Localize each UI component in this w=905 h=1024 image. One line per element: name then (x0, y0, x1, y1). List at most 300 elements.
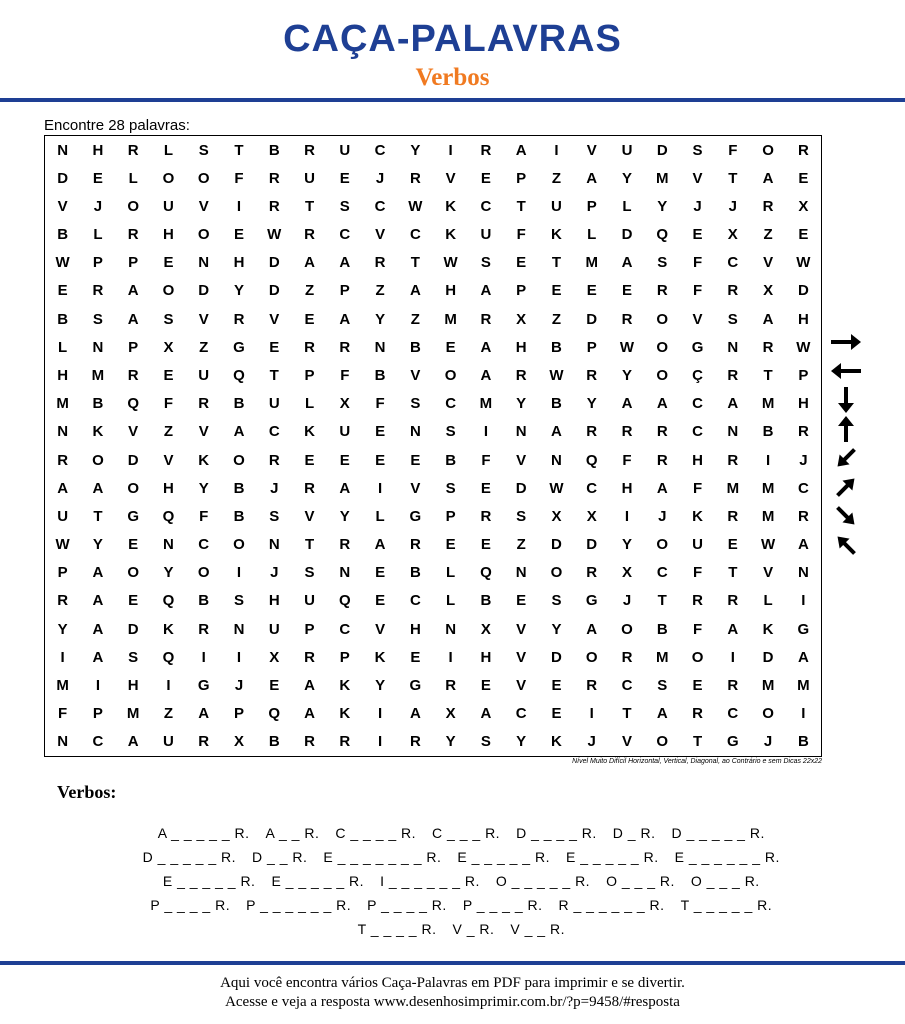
grid-letter: A (551, 423, 562, 441)
grid-letter: Y (375, 677, 386, 695)
grid-letter: H (797, 395, 809, 413)
grid-letter: Y (621, 536, 632, 554)
grid-letter: C (92, 733, 104, 751)
grid-letter: R (233, 310, 245, 328)
grid-letter: E (480, 677, 491, 695)
grid-letter: E (516, 592, 527, 610)
clue: E _ _ _ _ _ _ R. (674, 849, 780, 865)
grid-letter: S (304, 564, 315, 582)
grid-letter: A (656, 395, 668, 413)
grid-letter: N (198, 254, 210, 272)
grid-letter: Y (57, 620, 68, 638)
grid-letter: X (269, 648, 280, 666)
grid-letter: P (92, 705, 103, 723)
grid-letter: A (656, 479, 668, 497)
grid-letter: O (444, 367, 457, 385)
grid-letter: C (515, 705, 527, 723)
clue: T _ _ _ _ _ R. (680, 897, 773, 913)
grid-letter: E (339, 169, 350, 187)
grid-letter: S (480, 254, 491, 272)
grid-letter: M (761, 479, 775, 497)
grid-letter: B (409, 338, 421, 356)
grid-letter: I (95, 677, 100, 695)
grid-letter: O (762, 705, 774, 723)
grid-letter: R (621, 310, 633, 328)
grid-letter: N (409, 423, 421, 441)
grid-letter: B (480, 592, 492, 610)
grid-letter: I (60, 648, 65, 666)
grid-letter: R (445, 677, 457, 695)
grid-letter: A (480, 705, 492, 723)
grid-letter: R (57, 592, 69, 610)
grid-letter: R (586, 423, 598, 441)
grid-letter: U (268, 395, 280, 413)
grid-letter: A (586, 620, 598, 638)
clue: C _ _ _ _ R. (335, 825, 417, 841)
direction-legend (826, 327, 866, 559)
grid-letter: V (621, 733, 632, 751)
grid-letter: R (586, 564, 598, 582)
grid-letter: B (409, 564, 421, 582)
grid-letter: T (728, 564, 738, 582)
grid-letter: N (92, 338, 104, 356)
grid-letter: D (127, 451, 139, 469)
grid-letter: N (727, 338, 739, 356)
grid-letter: I (236, 197, 242, 215)
grid-letter: Z (163, 423, 174, 441)
grid-letter: I (378, 479, 383, 497)
grid-letter: B (198, 592, 210, 610)
grid-letter: M (761, 677, 775, 695)
grid-letter: I (801, 705, 806, 723)
grid-letter: D (656, 141, 668, 159)
grid-letter: R (304, 141, 315, 159)
grid-letter: E (375, 564, 386, 582)
grid-letter: C (586, 479, 598, 497)
grid-letter: V (198, 423, 209, 441)
grid-letter: C (727, 705, 739, 723)
grid-letter: J (93, 197, 103, 215)
instruction-text: Encontre 28 palavras: (44, 117, 190, 134)
grid-letter: R (198, 733, 210, 751)
grid-letter: A (127, 282, 139, 300)
page-title: CAÇA-PALAVRAS (283, 18, 622, 60)
clue: D _ _ R. (252, 849, 308, 865)
grid-letter: M (56, 395, 69, 413)
clue: E _ _ _ _ _ R. (565, 849, 659, 865)
grid-letter: U (339, 423, 351, 441)
grid-letter: D (551, 648, 562, 666)
grid-letter: P (128, 254, 139, 272)
grid-letter: V (163, 451, 174, 469)
grid-letter: B (762, 423, 774, 441)
grid-letter: A (480, 367, 492, 385)
grid-letter: V (198, 310, 209, 328)
grid-letter: U (163, 733, 174, 751)
clue: E _ _ _ _ _ R. (162, 873, 256, 889)
grid-letter: Y (621, 367, 632, 385)
grid-letter: E (621, 282, 632, 300)
grid-letter: A (339, 310, 351, 328)
grid-letter: P (516, 169, 527, 187)
grid-letter: O (656, 536, 669, 554)
grid-letter: E (551, 677, 562, 695)
grid-letter: A (92, 564, 104, 582)
clue: O _ _ _ R. (606, 873, 675, 889)
grid-letter: E (445, 536, 456, 554)
grid-letter: A (797, 536, 809, 554)
grid-letter: H (233, 254, 245, 272)
grid-letter: P (92, 254, 103, 272)
grid-letter: I (448, 141, 453, 159)
grid-letter: Q (162, 507, 175, 525)
grid-letter: R (621, 423, 633, 441)
grid-letter: N (268, 536, 280, 554)
grid-letter: J (799, 451, 808, 469)
grid-letter: S (445, 423, 456, 441)
clue: D _ _ _ _ R. (516, 825, 597, 841)
arrow-down-icon (826, 385, 866, 414)
grid-letter: W (408, 197, 423, 215)
grid-letter: P (57, 564, 68, 582)
grid-letter: H (515, 338, 527, 356)
grid-letter: P (516, 282, 527, 300)
grid-letter: W (267, 226, 282, 244)
grid-letter: E (163, 254, 174, 272)
grid-letter: U (163, 197, 174, 215)
grid-letter: R (339, 338, 351, 356)
grid-letter: C (339, 620, 351, 638)
grid-letter: S (233, 592, 244, 610)
grid-letter: B (797, 733, 809, 751)
grid-letter: H (268, 592, 280, 610)
grid-letter: T (516, 197, 526, 215)
grid-letter: R (304, 226, 315, 244)
grid-letter: F (692, 564, 703, 582)
grid-letter: F (692, 620, 703, 638)
grid-letter: I (730, 648, 735, 666)
grid-letter: Z (199, 338, 209, 356)
grid-letter: C (621, 677, 633, 695)
grid-letter: C (656, 564, 668, 582)
grid-letter: A (762, 169, 774, 187)
grid-letter: J (234, 677, 244, 695)
clue-line (0, 809, 905, 841)
grid-letter: R (198, 620, 210, 638)
grid-letter: B (268, 141, 280, 159)
grid-letter: F (199, 507, 209, 525)
grid-letter: O (197, 226, 210, 244)
grid-letter: R (797, 507, 809, 525)
grid-letter: K (198, 451, 210, 469)
clue: P _ _ _ _ R. (367, 897, 447, 913)
grid-letter: D (586, 536, 598, 554)
grid-letter: O (656, 733, 669, 751)
grid-letter: F (692, 282, 703, 300)
grid-letter: C (797, 479, 809, 497)
grid-letter: Y (198, 479, 209, 497)
grid-letter: G (585, 592, 598, 610)
grid-letter: E (375, 592, 386, 610)
arrow-up-right-icon (826, 530, 866, 559)
grid-letter: S (269, 507, 280, 525)
grid-letter: P (233, 705, 244, 723)
grid-letter: M (726, 479, 740, 497)
grid-letter: F (692, 254, 703, 272)
grid-letter: K (92, 423, 104, 441)
grid-letter: A (586, 169, 598, 187)
grid-letter: M (761, 507, 775, 525)
grid-letter: R (304, 479, 315, 497)
grid-letter: L (446, 592, 456, 610)
clue: V _ _ R. (510, 921, 565, 937)
grid-letter: Q (127, 395, 139, 413)
grid-letter: N (57, 733, 69, 751)
grid-letter: R (268, 169, 280, 187)
arrow-up-icon (826, 414, 866, 443)
grid-letter: Z (375, 282, 385, 300)
grid-letter: C (409, 226, 421, 244)
grid-letter: P (339, 648, 350, 666)
grid-letter: X (763, 282, 774, 300)
grid-letter: Z (304, 282, 315, 300)
grid-letter: O (621, 620, 633, 638)
grid-letter: C (692, 423, 703, 441)
grid-letter: G (691, 338, 704, 356)
grid-letter: Y (92, 536, 103, 554)
grid-letter: K (445, 197, 457, 215)
grid-letter: F (58, 705, 68, 723)
grid-letter: A (339, 479, 351, 497)
grid-letter: R (57, 451, 69, 469)
grid-letter: A (92, 592, 104, 610)
grid-letter: D (57, 169, 69, 187)
grid-letter: I (201, 648, 206, 666)
grid-letter: Y (163, 564, 174, 582)
grid-letter: V (763, 564, 774, 582)
grid-letter: X (586, 507, 597, 525)
bottom-divider (0, 961, 905, 965)
grid-letter: E (586, 282, 597, 300)
grid-letter: B (57, 310, 69, 328)
grid-letter: N (515, 564, 527, 582)
grid-letter: E (410, 648, 421, 666)
grid-letter: D (198, 282, 210, 300)
grid-letter: V (692, 169, 703, 187)
grid-letter: D (268, 254, 280, 272)
grid-letter: S (727, 310, 738, 328)
grid-letter: A (797, 648, 809, 666)
grid-letter: R (727, 282, 739, 300)
grid-letter: K (551, 226, 562, 244)
grid-letter: E (304, 310, 315, 328)
grid-letter: U (339, 141, 351, 159)
grid-letter: H (163, 226, 174, 244)
grid-letter: B (92, 395, 104, 413)
grid-letter: Z (516, 536, 526, 554)
grid-letter: C (198, 536, 210, 554)
grid-letter: E (304, 451, 315, 469)
grid-letter: A (304, 254, 315, 272)
grid-letter: H (692, 451, 703, 469)
clue: P _ _ _ _ R. (150, 897, 231, 913)
grid-letter: O (197, 169, 210, 187)
grid-letter: V (128, 423, 139, 441)
grid-letter: R (621, 648, 633, 666)
grid-letter: R (692, 592, 703, 610)
grid-letter: Q (268, 705, 281, 723)
grid-letter: H (92, 141, 104, 159)
grid-letter: G (127, 507, 139, 525)
grid-letter: O (585, 648, 598, 666)
grid-letter: T (269, 367, 279, 385)
grid-letter: R (727, 507, 739, 525)
grid-letter: I (801, 592, 806, 610)
grid-letter: I (236, 564, 242, 582)
clue: P _ _ _ _ _ _ R. (246, 897, 352, 913)
grid-letter: X (551, 507, 562, 525)
grid-letter: R (656, 451, 668, 469)
grid-letter: K (163, 620, 174, 638)
grid-letter: W (796, 254, 811, 272)
grid-letter: U (480, 226, 492, 244)
grid-letter: L (58, 338, 68, 356)
clue-list (0, 809, 905, 937)
grid-letter: Q (656, 226, 669, 244)
grid-letter: A (233, 423, 245, 441)
grid-letter: F (728, 141, 738, 159)
grid-letter: M (479, 395, 493, 413)
grid-letter: E (480, 479, 491, 497)
grid-letter: H (621, 479, 633, 497)
grid-letter: G (197, 677, 210, 695)
grid-letter: Q (338, 592, 351, 610)
grid-letter: V (763, 254, 774, 272)
grid-letter: C (445, 395, 457, 413)
clue: P _ _ _ _ R. (462, 897, 543, 913)
grid-letter: H (163, 479, 174, 497)
grid-letter: O (162, 282, 175, 300)
grid-letter: V (410, 479, 421, 497)
grid-letter: G (409, 677, 422, 695)
grid-letter: A (409, 705, 421, 723)
grid-letter: B (233, 395, 245, 413)
grid-letter: N (374, 338, 386, 356)
grid-letter: B (57, 226, 69, 244)
grid-letter: D (551, 536, 562, 554)
grid-letter: E (551, 282, 562, 300)
grid-letter: Y (410, 141, 421, 159)
grid-letter: R (727, 592, 739, 610)
clue: C _ _ _ R. (432, 825, 501, 841)
grid-letter: B (656, 620, 668, 638)
grid-letter: F (481, 451, 491, 469)
grid-letter: I (766, 451, 771, 469)
top-divider (0, 98, 905, 102)
grid-letter: W (55, 536, 70, 554)
grid-letter: W (761, 536, 776, 554)
grid-letter: J (728, 197, 737, 215)
grid-letter: L (128, 169, 138, 187)
grid-letter: F (163, 395, 174, 413)
grid-letter: D (515, 479, 527, 497)
grid-letter: D (621, 226, 633, 244)
grid-letter: R (515, 367, 527, 385)
grid-letter: I (554, 141, 559, 159)
arrow-down-left-icon (826, 501, 866, 530)
grid-letter: C (339, 226, 351, 244)
grid-letter: E (375, 423, 386, 441)
grid-letter: E (233, 226, 244, 244)
grid-letter: Y (551, 620, 562, 638)
grid-letter: S (657, 254, 668, 272)
grid-letter: M (761, 395, 775, 413)
grid-letter: X (163, 338, 174, 356)
grid-letter: A (92, 648, 104, 666)
grid-letter: E (375, 451, 386, 469)
grid-letter: M (91, 367, 105, 385)
grid-letter: D (797, 282, 809, 300)
grid-letter: V (516, 451, 527, 469)
grid-letter: X (233, 733, 244, 751)
grid-letter: R (656, 423, 668, 441)
grid-letter: S (657, 677, 668, 695)
grid-letter: V (516, 677, 527, 695)
grid-letter: Z (551, 169, 562, 187)
grid-letter: R (268, 451, 280, 469)
grid-letter: P (798, 367, 809, 385)
grid-letter: E (798, 226, 809, 244)
grid-letter: B (233, 507, 245, 525)
grid-letter: C (374, 197, 386, 215)
grid-letter: Q (480, 564, 492, 582)
grid-letter: E (269, 338, 280, 356)
grid-letter: X (727, 226, 738, 244)
grid-letter: M (585, 254, 598, 272)
grid-letter: M (444, 310, 457, 328)
grid-letter: L (622, 197, 632, 215)
grid-letter: E (339, 451, 350, 469)
grid-letter: R (480, 310, 492, 328)
grid-letter: E (516, 254, 527, 272)
grid-letter: T (234, 141, 244, 159)
grid-letter: B (268, 733, 280, 751)
grid-letter: S (163, 310, 174, 328)
grid-letter: I (378, 705, 383, 723)
grid-letter: D (268, 282, 280, 300)
grid-letter: I (448, 648, 453, 666)
grid-letter: W (549, 367, 564, 385)
grid-letter: S (516, 507, 527, 525)
grid-letter: J (622, 592, 632, 610)
grid-letter: S (128, 648, 139, 666)
grid-letter: J (587, 733, 596, 751)
grid-letter: O (550, 564, 563, 582)
grid-letter: O (92, 451, 104, 469)
grid-letter: V (375, 620, 386, 638)
grid-letter: R (797, 423, 809, 441)
grid-letter: Q (585, 451, 598, 469)
grid-letter: L (446, 564, 456, 582)
grid-letter: V (304, 507, 315, 525)
grid-letter: J (763, 733, 773, 751)
grid-letter: G (233, 338, 245, 356)
grid-letter: Z (163, 705, 174, 723)
grid-letter: I (166, 677, 171, 695)
grid-letter: D (762, 648, 774, 666)
grid-letter: R (409, 733, 421, 751)
grid-letter: V (198, 197, 209, 215)
